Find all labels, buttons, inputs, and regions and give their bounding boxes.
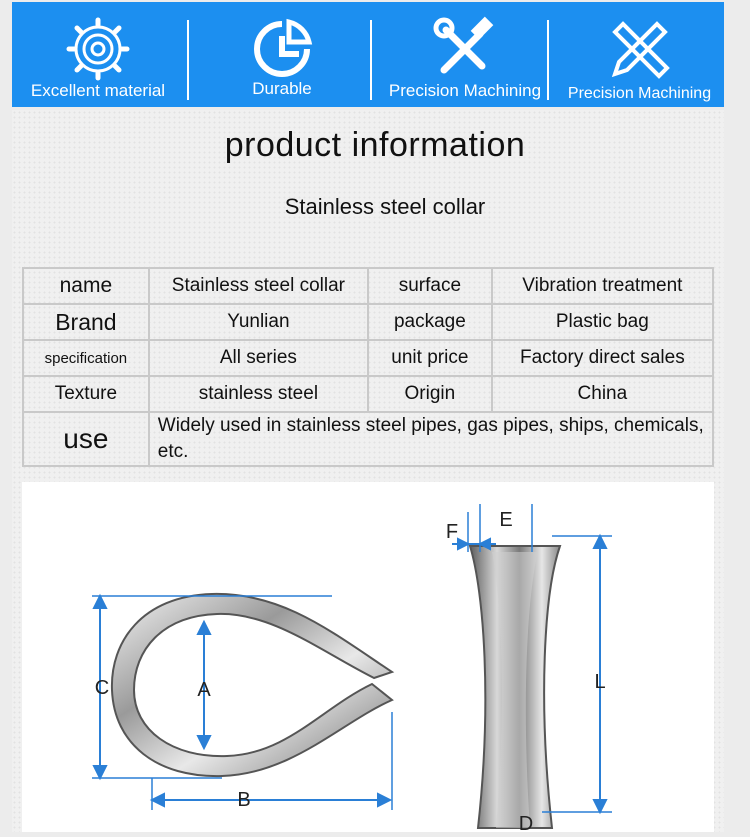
gear-icon: [65, 16, 131, 87]
feature-precision-machining-2: [557, 2, 722, 107]
dimension-label-l: L: [594, 671, 606, 693]
spec-value: Plastic bag: [492, 304, 713, 340]
spec-value: Yunlian: [149, 304, 368, 340]
dimension-label-b: B: [237, 789, 251, 811]
tools-icon: [432, 16, 498, 87]
spec-value: Vibration treatment: [492, 268, 713, 304]
product-subtitle: Stainless steel collar: [284, 194, 486, 219]
feature-label: Precision Machining: [567, 85, 712, 102]
feature-label: Durable: [252, 79, 312, 98]
spec-value: stainless steel: [149, 376, 368, 412]
table-row: [23, 304, 713, 340]
spec-value: All series: [149, 340, 368, 376]
dimension-label-d: D: [518, 813, 534, 832]
feature-label: Precision Machining: [388, 81, 542, 100]
spec-key: surface: [368, 268, 492, 304]
table-row: [23, 376, 713, 412]
spec-key: package: [368, 304, 492, 340]
spec-value: Factory direct sales: [492, 340, 713, 376]
thimble-diagram: [22, 482, 714, 832]
banner-divider: [547, 20, 549, 100]
feature-excellent-material: [14, 2, 182, 107]
ruler-pencil-icon: [607, 16, 673, 87]
spec-key: Brand: [23, 304, 149, 340]
feature-durable: [197, 2, 367, 107]
spec-key: Texture: [23, 376, 149, 412]
banner-divider: [187, 20, 189, 100]
spec-value: China: [492, 376, 713, 412]
banner-divider: [370, 20, 372, 100]
feature-banner: [12, 2, 724, 107]
dimension-label-e: E: [499, 509, 513, 531]
spec-key: unit price: [368, 340, 492, 376]
table-row: [23, 268, 713, 304]
product-dimension-photo: [22, 482, 714, 832]
page-title: product information: [224, 126, 526, 164]
spec-key: specification: [23, 340, 149, 376]
spec-value: Stainless steel collar: [149, 268, 368, 304]
pie-chart-icon: [249, 16, 315, 87]
table-row: [23, 412, 713, 466]
spec-key: Origin: [368, 376, 492, 412]
dimension-label-c: C: [94, 677, 110, 699]
spec-key-use: use: [23, 412, 149, 466]
spec-key: name: [23, 268, 149, 304]
table-row: [23, 340, 713, 376]
dimension-label-a: A: [197, 679, 211, 701]
spec-value-use: Widely used in stainless steel pipes, gas pipes, ships, chemicals, etc.: [149, 412, 713, 466]
spec-table: [22, 267, 714, 467]
dimension-label-f: F: [445, 521, 459, 543]
feature-label: Excellent material: [30, 81, 166, 100]
feature-precision-machining: [374, 2, 556, 107]
